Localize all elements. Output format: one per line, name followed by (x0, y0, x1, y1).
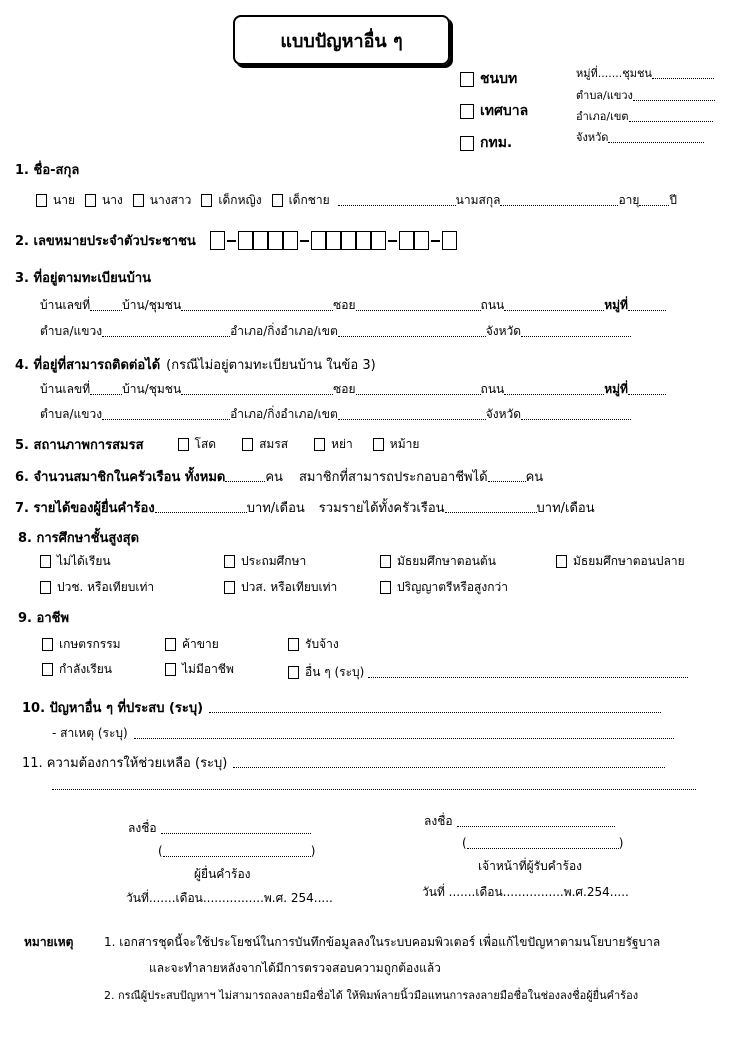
applicant-signature-field[interactable] (161, 823, 311, 834)
checkbox[interactable] (460, 136, 474, 151)
q3-address-row2: ตำบล/แขวง อำเภอ/กิ่งอำเภอ/เขต จังหวัด (40, 322, 631, 341)
edu-bachelor-plus[interactable]: ปริญญาตรีหรือสูงกว่า (380, 581, 508, 594)
q1-name-row: นาย นาง นางสาว เด็กหญิง เด็กชาย นามสกุล อายุ ปี (36, 191, 677, 210)
road-field[interactable] (504, 300, 604, 311)
occ-trade[interactable]: ค้าขาย (165, 638, 219, 651)
id-number-field[interactable] (210, 231, 457, 250)
marital-married[interactable]: สมรส (242, 435, 288, 454)
amphoe-field[interactable] (338, 409, 486, 420)
occ-student[interactable]: กำลังเรียน (42, 663, 112, 676)
q8-label: 8. การศึกษาชั้นสูงสุด (18, 531, 140, 546)
edu-vocational-cert[interactable]: ปวช. หรือเทียบเท่า (40, 581, 154, 594)
occ-other[interactable]: อื่น ๆ (ระบุ) (288, 663, 688, 682)
officer-date[interactable]: วันที่ .......เดือน................พ.ศ.254..... (422, 885, 629, 899)
title-option-girl[interactable]: เด็กหญิง (201, 191, 261, 210)
tambon-field[interactable] (102, 409, 230, 420)
edu-none[interactable]: ไม่ได้เรียน (40, 555, 111, 568)
q4-address-row1: บ้านเลขที่ บ้าน/ชุมชน ซอย ถนน หมู่ที่ (40, 380, 666, 399)
first-name-field[interactable] (338, 195, 456, 206)
applicant-name-field[interactable] (163, 846, 311, 857)
soi-field[interactable] (356, 384, 481, 395)
edu-primary[interactable]: ประถมศึกษา (224, 555, 306, 568)
edu-lower-secondary[interactable]: มัธยมศึกษาตอนต้น (380, 555, 496, 568)
officer-caption: เจ้าหน้าที่ผู้รับคำร้อง (478, 859, 583, 873)
surname-field[interactable] (500, 195, 618, 206)
notes-label: หมายเหตุ (24, 935, 74, 949)
edu-high-vocational[interactable]: ปวส. หรือเทียบเท่า (224, 581, 337, 594)
moo-field[interactable] (628, 384, 666, 395)
area-type-rural[interactable]: ชนบท (460, 68, 517, 90)
applicant-name-row: ( ) (158, 844, 316, 858)
village-field[interactable] (181, 300, 333, 311)
q10-cause-row: - สาเหตุ (ระบุ) (52, 724, 674, 743)
occ-unemployed[interactable]: ไม่มีอาชีพ (165, 663, 234, 676)
note-2: 2. กรณีผู้ประสบปัญหาฯ ไม่สามารถลงลายมือชื่อได้ ให้พิมพ์ลายนิ้วมือแทนการลงลายมือชื่อในช่องลงชื่อผู้ยื่นคำร้อง (104, 989, 639, 1002)
area-type-municipal[interactable]: เทศบาล (460, 100, 528, 122)
occ-employee[interactable]: รับจ้าง (288, 638, 339, 651)
age-field[interactable] (639, 195, 669, 206)
q3-address-row1: บ้านเลขที่ บ้าน/ชุมชน ซอย ถนน หมู่ที่ (40, 296, 666, 315)
title-option-miss[interactable]: นางสาว (133, 191, 192, 210)
q6-row: 6. จำนวนสมาชิกในครัวเรือน ทั้งหมด คน สมาชิกที่สามารถประกอบอาชีพได้ คน (15, 470, 544, 485)
cause-field[interactable] (134, 728, 674, 739)
area-field-province[interactable]: จังหวัด (576, 128, 704, 146)
marital-widowed[interactable]: หม้าย (373, 435, 420, 454)
edu-upper-secondary[interactable]: มัธยมศึกษาตอนปลาย (556, 555, 685, 568)
area-field-amphoe[interactable]: อำเภอ/เขต (576, 107, 713, 125)
amphoe-field[interactable] (338, 326, 486, 337)
note-1b: และจะทำลายหลังจากได้มีการตรวจสอบความถูกต้องแล้ว (149, 961, 441, 975)
area-type-bangkok[interactable]: กทม. (460, 132, 512, 154)
tambon-field[interactable] (102, 326, 230, 337)
province-field[interactable] (521, 409, 631, 420)
occ-other-field[interactable] (368, 667, 688, 678)
province-field[interactable] (521, 326, 631, 337)
marital-divorced[interactable]: หย่า (314, 435, 353, 454)
q10-row: 10. ปัญหาอื่น ๆ ที่ประสบ (ระบุ) (22, 697, 661, 718)
title-option-boy[interactable]: เด็กชาย (272, 191, 330, 210)
officer-sign-row: ลงชื่อ (424, 812, 615, 831)
officer-name-field[interactable] (467, 838, 619, 849)
assistance-field-line2[interactable] (52, 779, 696, 793)
soi-field[interactable] (356, 300, 481, 311)
q7-row: 7. รายได้ของผู้ยื่นคำร้อง บาท/เดือน รวมรายได้ทั้งครัวเรือน บาท/เดือน (15, 501, 595, 516)
household-income-field[interactable] (445, 502, 537, 513)
q4-address-row2: ตำบล/แขวง อำเภอ/กิ่งอำเภอ/เขต จังหวัด (40, 405, 631, 424)
area-field-moo[interactable]: หมู่ที่.......ชุมชน (576, 64, 714, 82)
q2-label: 2. เลขหมายประจำตัวประชาชน (15, 234, 196, 249)
q2-row (15, 230, 457, 251)
checkbox[interactable] (460, 104, 474, 119)
q5-row: 5. สถานภาพการสมรส โสด สมรส หย่า หม้าย (15, 437, 420, 453)
q1-label: 1. ชื่อ-สกุล (15, 163, 80, 178)
moo-field[interactable] (628, 300, 666, 311)
house-no-field[interactable] (90, 300, 122, 311)
form-title: แบบปัญหาอื่น ๆ (233, 15, 450, 65)
applicant-income-field[interactable] (155, 502, 247, 513)
checkbox[interactable] (460, 72, 474, 87)
q4-heading: 4. ที่อยู่ที่สามารถติดต่อได้ (กรณีไม่อยู่ตามทะเบียนบ้าน ในข้อ 3) (15, 358, 376, 373)
working-members-field[interactable] (488, 471, 526, 482)
officer-name-row: ( ) (462, 836, 624, 850)
applicant-date[interactable]: วันที่.......เดือน................พ.ศ. 254..... (126, 891, 333, 905)
marital-single[interactable]: โสด (178, 435, 217, 454)
applicant-sign-row: ลงชื่อ (128, 819, 311, 838)
note-1a: 1. เอกสารชุดนี้จะใช้ประโยชน์ในการบันทึกข้อมูลลงในระบบคอมพิวเตอร์ เพื่อแก้ไขปัญหาตามนโยบายรัฐบาล (104, 935, 661, 949)
applicant-caption: ผู้ยื่นคำร้อง (194, 867, 251, 881)
road-field[interactable] (504, 384, 604, 395)
assistance-field[interactable] (233, 757, 665, 768)
title-option-mr[interactable]: นาย (36, 191, 75, 210)
q9-label: 9. อาชีพ (18, 611, 70, 626)
household-members-field[interactable] (225, 471, 265, 482)
problem-field[interactable] (209, 702, 661, 713)
occ-agriculture[interactable]: เกษตรกรรม (42, 638, 121, 651)
q11-row: 11. ความต้องการให้ช่วยเหลือ (ระบุ) (22, 752, 665, 773)
area-field-tambon[interactable]: ตำบล/แขวง (576, 86, 715, 104)
q3-label: 3. ที่อยู่ตามทะเบียนบ้าน (15, 271, 152, 286)
title-option-mrs[interactable]: นาง (85, 191, 123, 210)
officer-signature-field[interactable] (457, 816, 615, 827)
village-field[interactable] (181, 384, 333, 395)
house-no-field[interactable] (90, 384, 122, 395)
